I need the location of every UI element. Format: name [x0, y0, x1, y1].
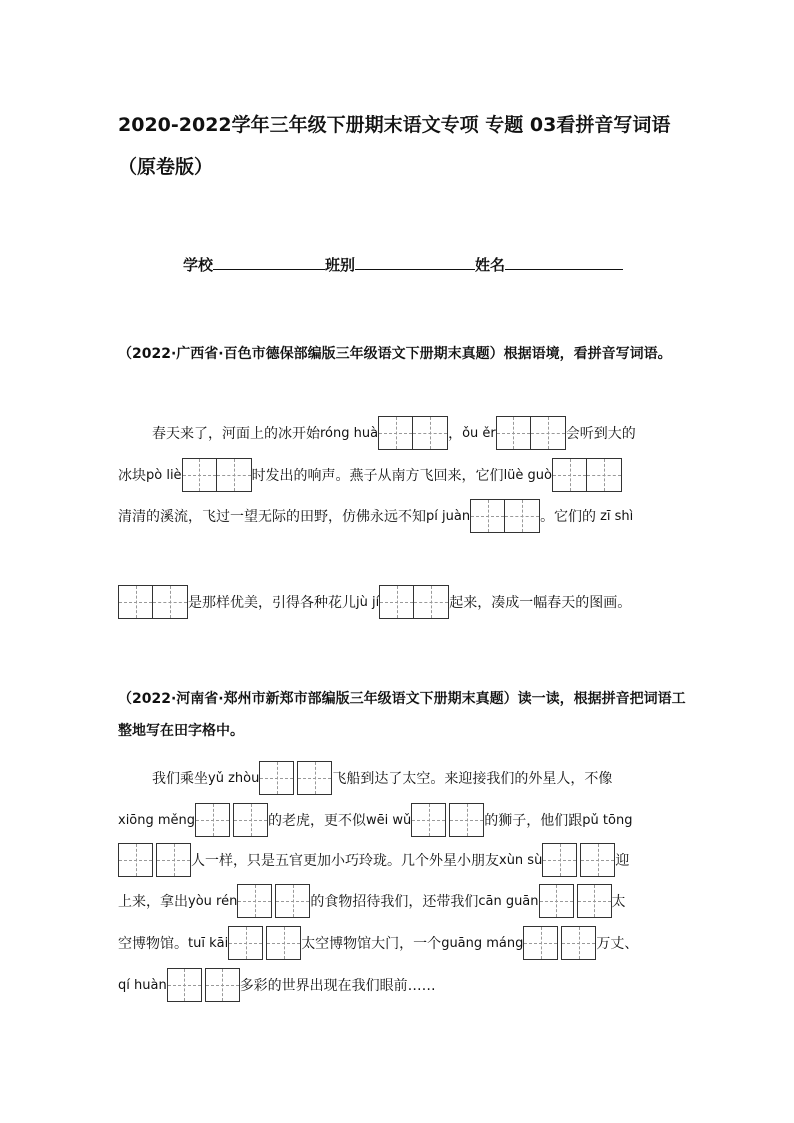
cell[interactable] [531, 417, 565, 449]
cell[interactable] [581, 844, 614, 876]
page-title: 2020-2022学年三年级下册期末语文专项 专题 03看拼音写词语（原卷版） [118, 114, 671, 178]
text: 会听到大的 [565, 426, 636, 442]
pinyin: qí huàn [118, 977, 167, 993]
cell[interactable] [276, 885, 309, 917]
text: 人一样，只是五官更加小巧玲珑。几个外星小朋友 [191, 853, 499, 869]
cell[interactable] [119, 586, 153, 618]
tianzige-box[interactable] [542, 843, 577, 877]
cell[interactable] [298, 762, 331, 794]
tianzige-box[interactable] [379, 585, 449, 619]
student-info-line [183, 254, 623, 275]
tianzige-box[interactable] [167, 968, 202, 1002]
text: 万丈、 [596, 936, 639, 952]
pinyin: guāng máng [441, 935, 524, 951]
cell[interactable] [505, 500, 539, 532]
pinyin: cān guān [478, 893, 539, 909]
text: 迎 [615, 853, 630, 869]
school-field[interactable] [213, 255, 325, 270]
tianzige-box[interactable] [411, 803, 446, 837]
tianzige-box[interactable] [539, 884, 574, 918]
q2-line-5 [118, 925, 638, 961]
text: 是那样优美，引得各种花儿 [188, 595, 356, 611]
cell[interactable] [196, 804, 229, 836]
pinyin: lüè guò [503, 467, 552, 483]
q1-line-3 [118, 498, 633, 534]
cell[interactable] [153, 586, 187, 618]
tianzige-box[interactable] [233, 803, 268, 837]
cell[interactable] [497, 417, 531, 449]
cell[interactable] [229, 927, 262, 959]
pinyin: pò liè [146, 467, 182, 483]
cell[interactable] [234, 804, 267, 836]
text: 春天来了，河面上的冰开始 [152, 426, 320, 442]
cell[interactable] [471, 500, 505, 532]
cell[interactable] [524, 927, 557, 959]
cell[interactable] [587, 459, 621, 491]
class-label: 班别 [325, 256, 356, 274]
tianzige-box[interactable] [237, 884, 272, 918]
cell[interactable] [562, 927, 595, 959]
text: 太空博物馆大门，一个 [301, 936, 442, 952]
cell[interactable] [412, 804, 445, 836]
text: 上来，拿出 [118, 894, 188, 910]
q2-source: （2022·河南省·郑州市新郑市部编版三年级语文下册期末真题）读一读，根据拼音把词语工整地写在田字格中。 [118, 691, 686, 739]
cell[interactable] [578, 885, 611, 917]
tianzige-box[interactable] [470, 499, 540, 533]
q1-line-1 [118, 415, 636, 451]
text: 多彩的世界出现在我们眼前…… [239, 978, 436, 994]
tianzige-box[interactable] [561, 926, 596, 960]
cell[interactable] [413, 417, 447, 449]
pinyin: róng huà [320, 425, 379, 441]
q1-line-2 [118, 457, 622, 493]
text: 起来，凑成一幅春天的图画。 [449, 595, 632, 611]
q2-line-1 [118, 760, 612, 796]
tianzige-box[interactable] [297, 761, 332, 795]
tianzige-box[interactable] [205, 968, 240, 1002]
cell[interactable] [379, 417, 413, 449]
tianzige-box[interactable] [259, 761, 294, 795]
text: 空博物馆。 [118, 936, 188, 952]
cell[interactable] [450, 804, 483, 836]
q1-line-4 [118, 584, 631, 620]
tianzige-box[interactable] [449, 803, 484, 837]
school-label: 学校 [183, 256, 214, 274]
q1-source: （2022·广西省·百色市德保部编版三年级语文下册期末真题）根据语境，看拼音写词语。 [118, 346, 672, 362]
tianzige-box[interactable] [552, 458, 622, 492]
pinyin: yǔ zhòu [208, 770, 260, 786]
pinyin: tuī kāi [188, 935, 229, 951]
text: 时发出的响声。燕子从南方飞回来，它们 [251, 468, 504, 484]
tianzige-box[interactable] [118, 585, 188, 619]
q2-line-4 [118, 883, 626, 919]
tianzige-box[interactable] [195, 803, 230, 837]
name-field[interactable] [505, 255, 623, 270]
q2-line-2 [118, 802, 632, 838]
tianzige-box[interactable] [275, 884, 310, 918]
text: ， [448, 426, 463, 442]
tianzige-box[interactable] [378, 416, 448, 450]
pinyin: ǒu ěr [462, 425, 496, 441]
pinyin: jù jí [356, 594, 380, 610]
pinyin: yòu rén [188, 893, 238, 909]
text: 冰块 [118, 468, 146, 484]
cell[interactable] [414, 586, 448, 618]
tianzige-box[interactable] [228, 926, 263, 960]
pinyin: xùn sù [499, 852, 543, 868]
pinyin: wēi wǔ [366, 812, 412, 828]
text: 太 [611, 894, 626, 910]
text: 的食物招待我们，还带我们 [310, 894, 479, 910]
tianzige-box[interactable] [156, 843, 191, 877]
cell[interactable] [183, 459, 217, 491]
q2-line-6 [118, 967, 436, 1003]
cell[interactable] [540, 885, 573, 917]
tianzige-box[interactable] [496, 416, 566, 450]
pinyin: pǔ tōng [582, 812, 633, 828]
cell[interactable] [217, 459, 251, 491]
tianzige-box[interactable] [577, 884, 612, 918]
cell[interactable] [206, 969, 239, 1001]
cell[interactable] [168, 969, 201, 1001]
pinyin: zī shì [600, 508, 634, 524]
cell[interactable] [380, 586, 414, 618]
text: 。它们的 [540, 509, 597, 525]
text: 的老虎，更不似 [268, 813, 367, 829]
tianzige-box[interactable] [266, 926, 301, 960]
tianzige-box[interactable] [523, 926, 558, 960]
tianzige-box[interactable] [118, 843, 153, 877]
tianzige-box[interactable] [580, 843, 615, 877]
text: 清清的溪流，飞过一望无际的田野，仿佛永远不知 [118, 509, 426, 525]
cell[interactable] [267, 927, 300, 959]
text: 我们乘坐 [152, 771, 208, 787]
cell[interactable] [157, 844, 190, 876]
class-field[interactable] [355, 255, 475, 270]
cell[interactable] [543, 844, 576, 876]
pinyin: pí juàn [426, 508, 471, 524]
tianzige-box[interactable] [182, 458, 252, 492]
cell[interactable] [119, 844, 152, 876]
text: 的狮子，他们跟 [484, 813, 583, 829]
q2-line-3 [118, 842, 629, 878]
text: 飞船到达了太空。来迎接我们的外星人，不像 [332, 771, 613, 787]
pinyin: xiōng měng [118, 812, 196, 828]
name-label: 姓名 [475, 256, 506, 274]
cell[interactable] [553, 459, 587, 491]
cell[interactable] [260, 762, 293, 794]
cell[interactable] [238, 885, 271, 917]
